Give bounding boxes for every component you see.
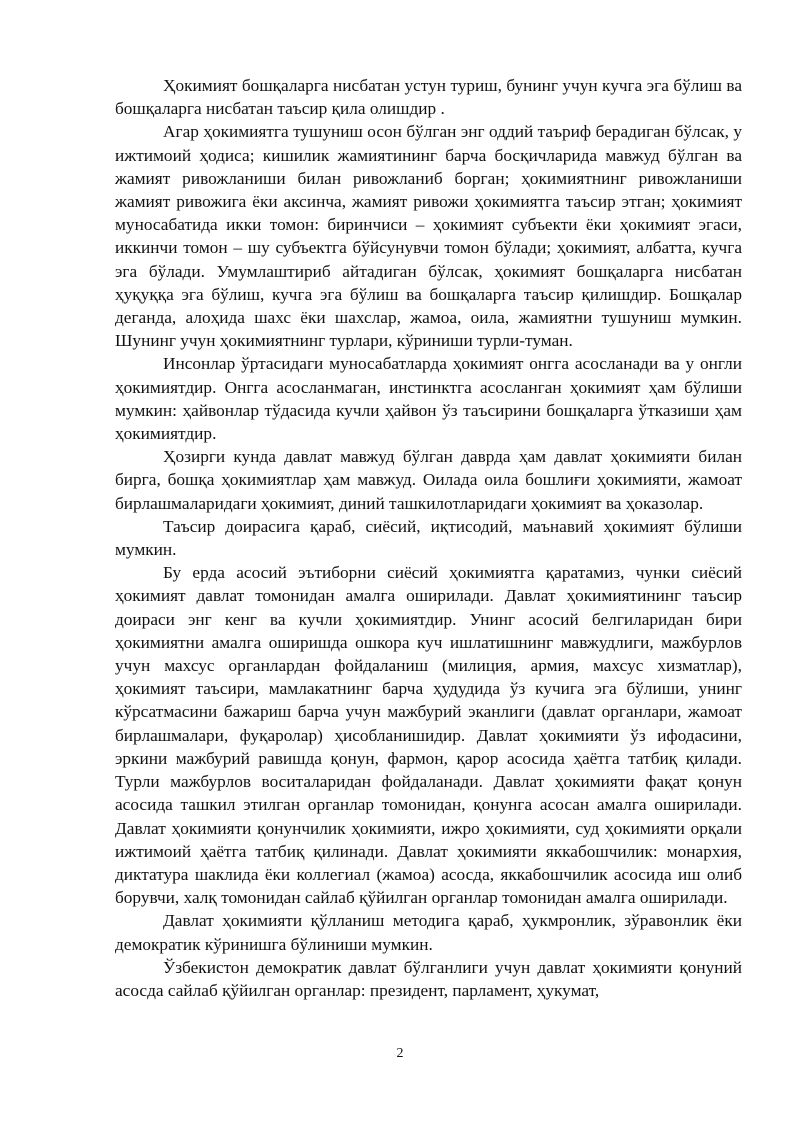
paragraph: Давлат ҳокимияти қўлланиш методига қараб, ҳукмронлик, зўравонлик ёки демократик кўринишга бўлиниши мумкин. — [115, 911, 742, 954]
paragraph: Ўзбекистон демократик давлат бўлганлиги учун давлат ҳокимияти қонуний асосда сайлаб қўйилган органлар: президент, парламент, ҳукумат, — [115, 957, 742, 1000]
paragraph: Агар ҳокимиятга тушуниш осон бўлган энг оддий таъриф берадиган бўлсак, у ижтимоий ҳодиса; кишилик жамиятининг барча босқичларида мавжуд бўлган ва жамият ривожланиши билан ривожланиб борган; ҳокимиятнинг ривожланиши жамият ривожига ёки аксинча, жамият ривожи ҳокимиятга таъсир этган; ҳокимият муносабатида икки томон: биринчиси – ҳокимият субъекти ёки ҳокимият эгаси, иккинчи томон – шу субъектга бўйсунувчи томон бўлади; ҳокимият, албатта, кучга эга бўлади. Умумлаштириб айтадиган бўлсак, ҳокимият бошқаларга нисбатан ҳуқуққа эга бўлиш, кучга эга бўлиш ва бошқаларга таъсир қилишдир. Бошқалар деганда, алоҳида шахс ёки шахслар, жамоа, оила, жамиятни тушуниш мумкин. Шунинг учун ҳокимиятнинг турлари, кўриниши турли-туман. — [115, 122, 742, 351]
page-number: 2 — [396, 1046, 404, 1061]
paragraph: Ҳозирги кунда давлат мавжуд бўлган даврда ҳам давлат ҳокимияти билан бирга, бошқа ҳокимиятлар ҳам мавжуд. Оилада оила бошлиғи ҳокимияти, жамоат бирлашмаларидаги ҳокимият, диний ташкилотларидаги ҳокимият ва ҳоказолар. — [115, 447, 742, 513]
paragraph: Таъсир доирасига қараб, сиёсий, иқтисодий, маънавий ҳокимият бўлиши мумкин. — [115, 516, 742, 560]
paragraph: Ҳокимият бошқаларга нисбатан устун туриш, бунинг учун кучга эга бўлиш ва бошқаларга нисбатан таъсир қила олишдир . — [115, 76, 742, 119]
paragraph: Бу ерда асосий эътиборни сиёсий ҳокимиятга қаратамиз, чунки сиёсий ҳокимият давлат томонидан амалга оширилади. Давлат ҳокимиятининг таъсир доираси энг кенг ва кучли ҳокимиятдир. Унинг асосий белгиларидан бири ҳокимиятни амалга оширишда ошкора куч ишлатишнинг мавжудлиги, мажбурлов учун махсус органлардан фойдаланиш (милиция, армия, махсус хизматлар), ҳокимият таъсири, мамлакатнинг барча ҳудудида ўз кучига эга бўлиши, унинг кўрсатмасини бажариш барча учун мажбурий эканлиги (давлат органлари, жамоат бирлашмалари, фуқаролар) ҳисобланишидир. Давлат ҳокимияти ўз ифодасини, эркини мажбурий равишда қонун, фармон, қарор асосида ҳаётга татбиқ қилади. Турли мажбурлов воситаларидан фойдаланади. Давлат ҳокимияти фақат қонун асосида ташкил этилган органлар томонидан, қонунга асосан амалга оширилади. Давлат ҳокимияти қонунчилик ҳокимияти, ижро ҳокимияти, суд ҳокимияти орқали ижтимоий ҳаётга татбиқ қилинади. Давлат ҳокимияти яккабошчилик: монархия, диктатура шаклида ёки коллегиал (жамоа) асосда, яккабошчилик асосида иш олиб борувчи, халқ томонидан сайлаб қўйилган органлар томонидан амалга оширилади. — [115, 563, 742, 908]
document-body — [115, 74, 742, 1002]
paragraph: Инсонлар ўртасидаги муносабатларда ҳокимият онгга асосланади ва у онгли ҳокимиятдир. Онгга асосланмаган, инстинктга асосланган ҳокимият ҳам бўлиши мумкин: ҳайвонлар тўдасида кучли ҳайвон ўз таъсирини бошқаларга ўтказиши ҳам ҳокимиятдир. — [115, 354, 742, 444]
